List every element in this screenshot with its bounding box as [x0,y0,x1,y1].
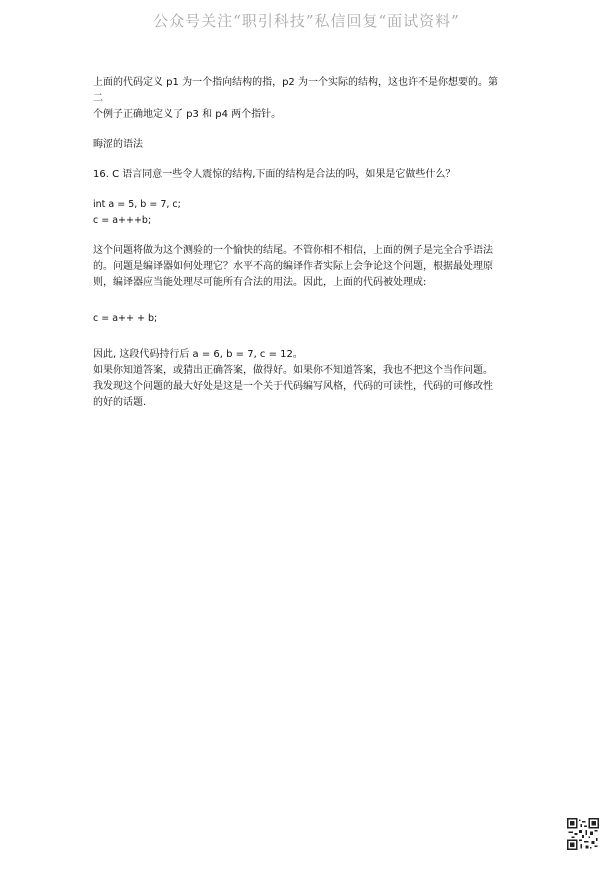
paragraph-line: 这个问题将做为这个测验的一个愉快的结尾。不管你相不相信，上面的例子是完全合乎语法 [93,245,493,256]
paragraph-line: 则，编译器应当能处理尽可能所有合法的用法。因此，上面的代码被处理成: [93,277,427,288]
paragraph-line: 上面的代码定义 p1 为一个指向结构的指，p2 为一个实际的结构，这也许不是你想要的。第 [93,77,498,88]
qr-code-icon [567,818,599,850]
watermark-header: 公众号关注“职引科技”私信回复“面试资料” [153,12,460,30]
code-line: c = a++ + b; [93,313,158,324]
paragraph-line: 个例子正确地定义了 p3 和 p4 两个指针。 [93,109,282,120]
paragraph-line: 二 [93,93,103,104]
paragraph-line: 的好的话题. [93,397,147,408]
paragraph-line: 如果你知道答案，或猜出正确答案，做得好。如果你不知道答案，我也不把这个当作问题。 [93,365,493,376]
question-line: 16. C 语言同意一些令人震惊的结构,下面的结构是合法的吗，如果是它做些什么？ [93,169,456,180]
paragraph-line: 我发现这个问题的最大好处是这是一个关于代码编写风格，代码的可读性，代码的可修改性 [93,381,493,392]
section-heading: 晦涩的语法 [93,139,143,150]
code-line: c = a+++b; [93,215,152,226]
code-line: int a = 5, b = 7, c; [93,199,181,210]
paragraph-line: 因此, 这段代码持行后 a = 6, b = 7, c = 12。 [93,349,303,360]
document-body [93,75,523,411]
paragraph-line: 的。问题是编译器如何处理它？水平不高的编译作者实际上会争论这个问题，根据最处理原 [93,261,493,272]
